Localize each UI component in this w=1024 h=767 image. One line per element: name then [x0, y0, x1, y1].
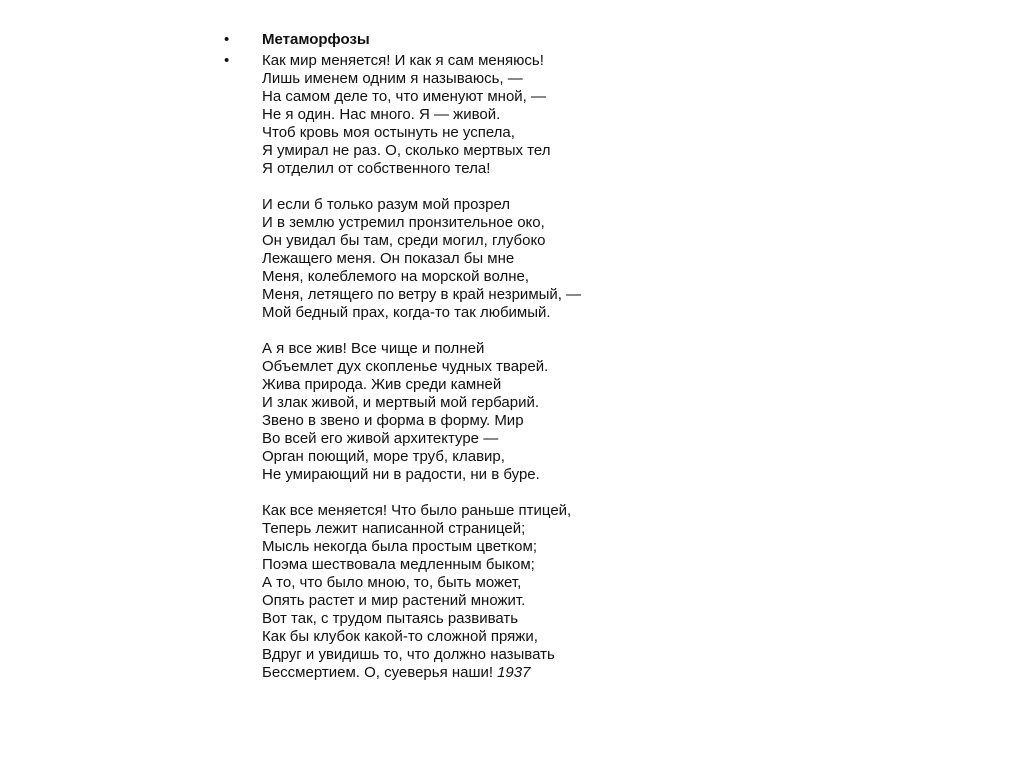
poem-line [262, 592, 581, 610]
poem-line [262, 556, 581, 574]
poem-line [262, 358, 581, 376]
poem-line [262, 502, 581, 520]
poem-line-text: Он увидал бы там, среди могил, глубоко [262, 232, 546, 249]
bullet-list [224, 31, 581, 682]
poem-line-text: Теперь лежит написанной страницей; [262, 520, 526, 537]
poem-line [262, 520, 581, 538]
poem-line [262, 160, 581, 178]
poem-bullet-item [224, 52, 581, 682]
poem-line-text: Орган поющий, море труб, клавир, [262, 448, 505, 465]
poem-line [262, 466, 581, 484]
poem-line [262, 52, 581, 70]
poem-line-text: Мысль некогда была простым цветком; [262, 538, 538, 555]
poem-line-text: Я умирал не раз. О, сколько мертвых тел [262, 142, 551, 159]
bullet-dot-icon: • [224, 31, 230, 48]
poem-line [262, 232, 581, 250]
poem-line-text: Во всей его живой архитектуре — [262, 430, 499, 447]
poem-line [262, 106, 581, 124]
poem-line-text: Объемлет дух скопленье чудных тварей. [262, 358, 549, 375]
poem-line [262, 376, 581, 394]
poem-line [262, 394, 581, 412]
poem-line-text: Я отделил от собственного тела! [262, 160, 491, 177]
poem-line [262, 430, 581, 448]
poem-line [262, 214, 581, 232]
poem-line [262, 196, 581, 214]
poem-body [262, 52, 581, 682]
poem-line [262, 574, 581, 592]
poem-line-text: Вот так, с трудом пытаясь развивать [262, 610, 519, 627]
poem-line [262, 250, 581, 268]
poem-line [262, 142, 581, 160]
poem-line [262, 268, 581, 286]
poem-line [262, 664, 581, 682]
poem-line [262, 538, 581, 556]
poem-line-text: А то, что было мною, то, быть может, [262, 574, 522, 591]
poem-line-text: Как все меняется! Что было раньше птицей, [262, 502, 572, 519]
poem-line [262, 304, 581, 322]
poem-line-text: Лежащего меня. Он показал бы мне [262, 250, 515, 267]
stanza-3 [262, 340, 581, 484]
poem-line-text: Опять растет и мир растений множит. [262, 592, 526, 609]
title-bullet-item [224, 31, 581, 49]
poem-line-text: Мой бедный прах, когда-то так любимый. [262, 304, 551, 321]
poem-line-text: Чтоб кровь моя остынуть не успела, [262, 124, 515, 141]
bullet-dot-icon: • [224, 52, 230, 69]
poem-line-text: Меня, колеблемого на морской волне, [262, 268, 530, 285]
poem-line [262, 88, 581, 106]
poem-line-text: Лишь именем одним я называюсь, — [262, 70, 523, 87]
poem-line-text: Поэма шествовала медленным быком; [262, 556, 535, 573]
poem-line-text: Не я один. Нас много. Я — живой. [262, 106, 501, 123]
poem-line-text: Звено в звено и форма в форму. Мир [262, 412, 524, 429]
poem-line-text: На самом деле то, что именуют мной, — [262, 88, 547, 105]
poem-line [262, 448, 581, 466]
poem-line-text: А я все жив! Все чище и полней [262, 340, 485, 357]
stanza-1 [262, 52, 581, 178]
poem-line [262, 340, 581, 358]
poem-line [262, 412, 581, 430]
poem-line [262, 70, 581, 88]
poem-line-text: И в землю устремил пронзительное око, [262, 214, 545, 231]
poem-year: 1937 [497, 664, 531, 681]
poem-title: Метаморфозы [262, 31, 370, 48]
poem-line [262, 124, 581, 142]
poem-line-text: Не умирающий ни в радости, ни в буре. [262, 466, 540, 483]
poem-line-text: Жива природа. Жив среди камней [262, 376, 502, 393]
poem-line [262, 628, 581, 646]
poem-line-text: И если б только разум мой прозрел [262, 196, 511, 213]
poem-line [262, 286, 581, 304]
poem-line-text: Бессмертием. О, суеверья наши! [262, 664, 494, 681]
poem-line [262, 646, 581, 664]
poem-line-text: Вдруг и увидишь то, что должно называть [262, 646, 555, 663]
stanza-2 [262, 196, 581, 322]
poem-line-text: Как бы клубок какой-то сложной пряжи, [262, 628, 538, 645]
poem-line-text: И злак живой, и мертвый мой гербарий. [262, 394, 540, 411]
stanza-4 [262, 502, 581, 682]
poem-line [262, 610, 581, 628]
poem-line-text: Как мир меняется! И как я сам меняюсь! [262, 52, 544, 69]
poem-line-text: Меня, летящего по ветру в край незримый, — [262, 286, 582, 303]
